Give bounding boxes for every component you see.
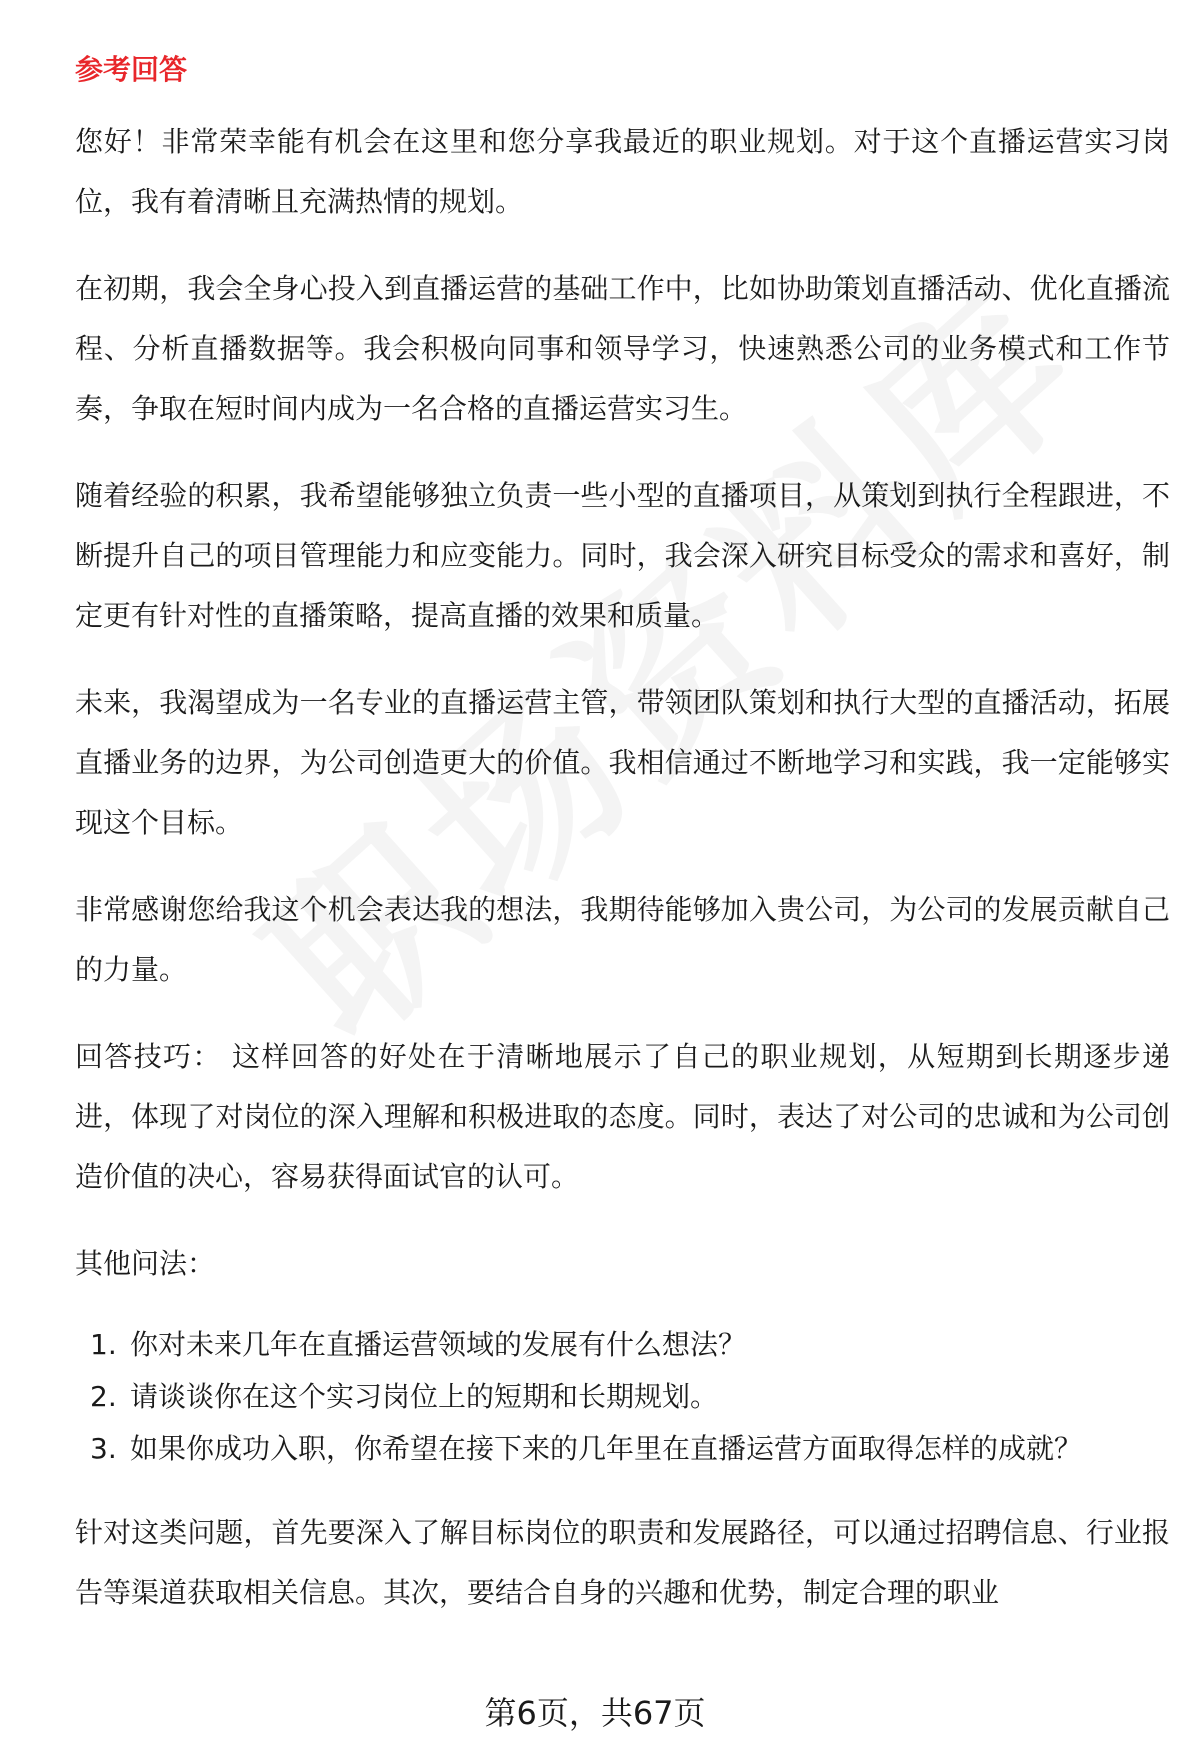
list-number: 3.	[90, 1432, 117, 1465]
list-text: 你对未来几年在直播运营领域的发展有什么想法？	[130, 1328, 747, 1361]
list-text: 请谈谈你在这个实习岗位上的短期和长期规划。	[130, 1380, 719, 1413]
other-questions-label: 其他问法：	[75, 1247, 216, 1280]
other-questions-list	[75, 1319, 1170, 1475]
list-item	[75, 1319, 1170, 1371]
paragraph-thanks: 非常感谢您给我这个机会表达我的想法，我期待能够加入贵公司，为公司的发展贡献自己的力量。	[75, 893, 1170, 986]
page-number: 第6页，共67页	[484, 1694, 706, 1732]
answer-tips: 回答技巧： 这样回答的好处在于清晰地展示了自己的职业规划，从短期到长期逐步递进，体现了对岗位的深入理解和积极进取的态度。同时，表达了对公司的忠诚和为公司创造价值的决心，容易获得面试官的认可。	[75, 1040, 1170, 1193]
list-item	[75, 1371, 1170, 1423]
answer-title: 参考回答	[75, 53, 188, 86]
page-content	[75, 40, 1170, 1623]
paragraph-greeting: 您好！非常荣幸能有机会在这里和您分享我最近的职业规划。对于这个直播运营实习岗位，我有着清晰且充满热情的规划。	[75, 125, 1170, 218]
paragraph-early-stage: 在初期，我会全身心投入到直播运营的基础工作中，比如协助策划直播活动、优化直播流程、分析直播数据等。我会积极向同事和领导学习，快速熟悉公司的业务模式和工作节奏，争取在短时间内成为一名合格的直播运营实习生。	[75, 272, 1170, 425]
list-text: 如果你成功入职，你希望在接下来的几年里在直播运营方面取得怎样的成就？	[130, 1432, 1083, 1465]
paragraph-future: 未来，我渴望成为一名专业的直播运营主管，带领团队策划和执行大型的直播活动，拓展直播业务的边界，为公司创造更大的价值。我相信通过不断地学习和实践，我一定能够实现这个目标。	[75, 686, 1170, 839]
paragraph-growth-stage: 随着经验的积累，我希望能够独立负责一些小型的直播项目，从策划到执行全程跟进，不断提升自己的项目管理能力和应变能力。同时，我会深入研究目标受众的需求和喜好，制定更有针对性的直播策略，提高直播的效果和质量。	[75, 479, 1170, 632]
list-item	[75, 1423, 1170, 1475]
paragraph-closing: 针对这类问题，首先要深入了解目标岗位的职责和发展路径，可以通过招聘信息、行业报告等渠道获取相关信息。其次，要结合自身的兴趣和优势，制定合理的职业	[75, 1516, 1170, 1609]
list-number: 1.	[90, 1328, 117, 1361]
list-number: 2.	[90, 1380, 117, 1413]
